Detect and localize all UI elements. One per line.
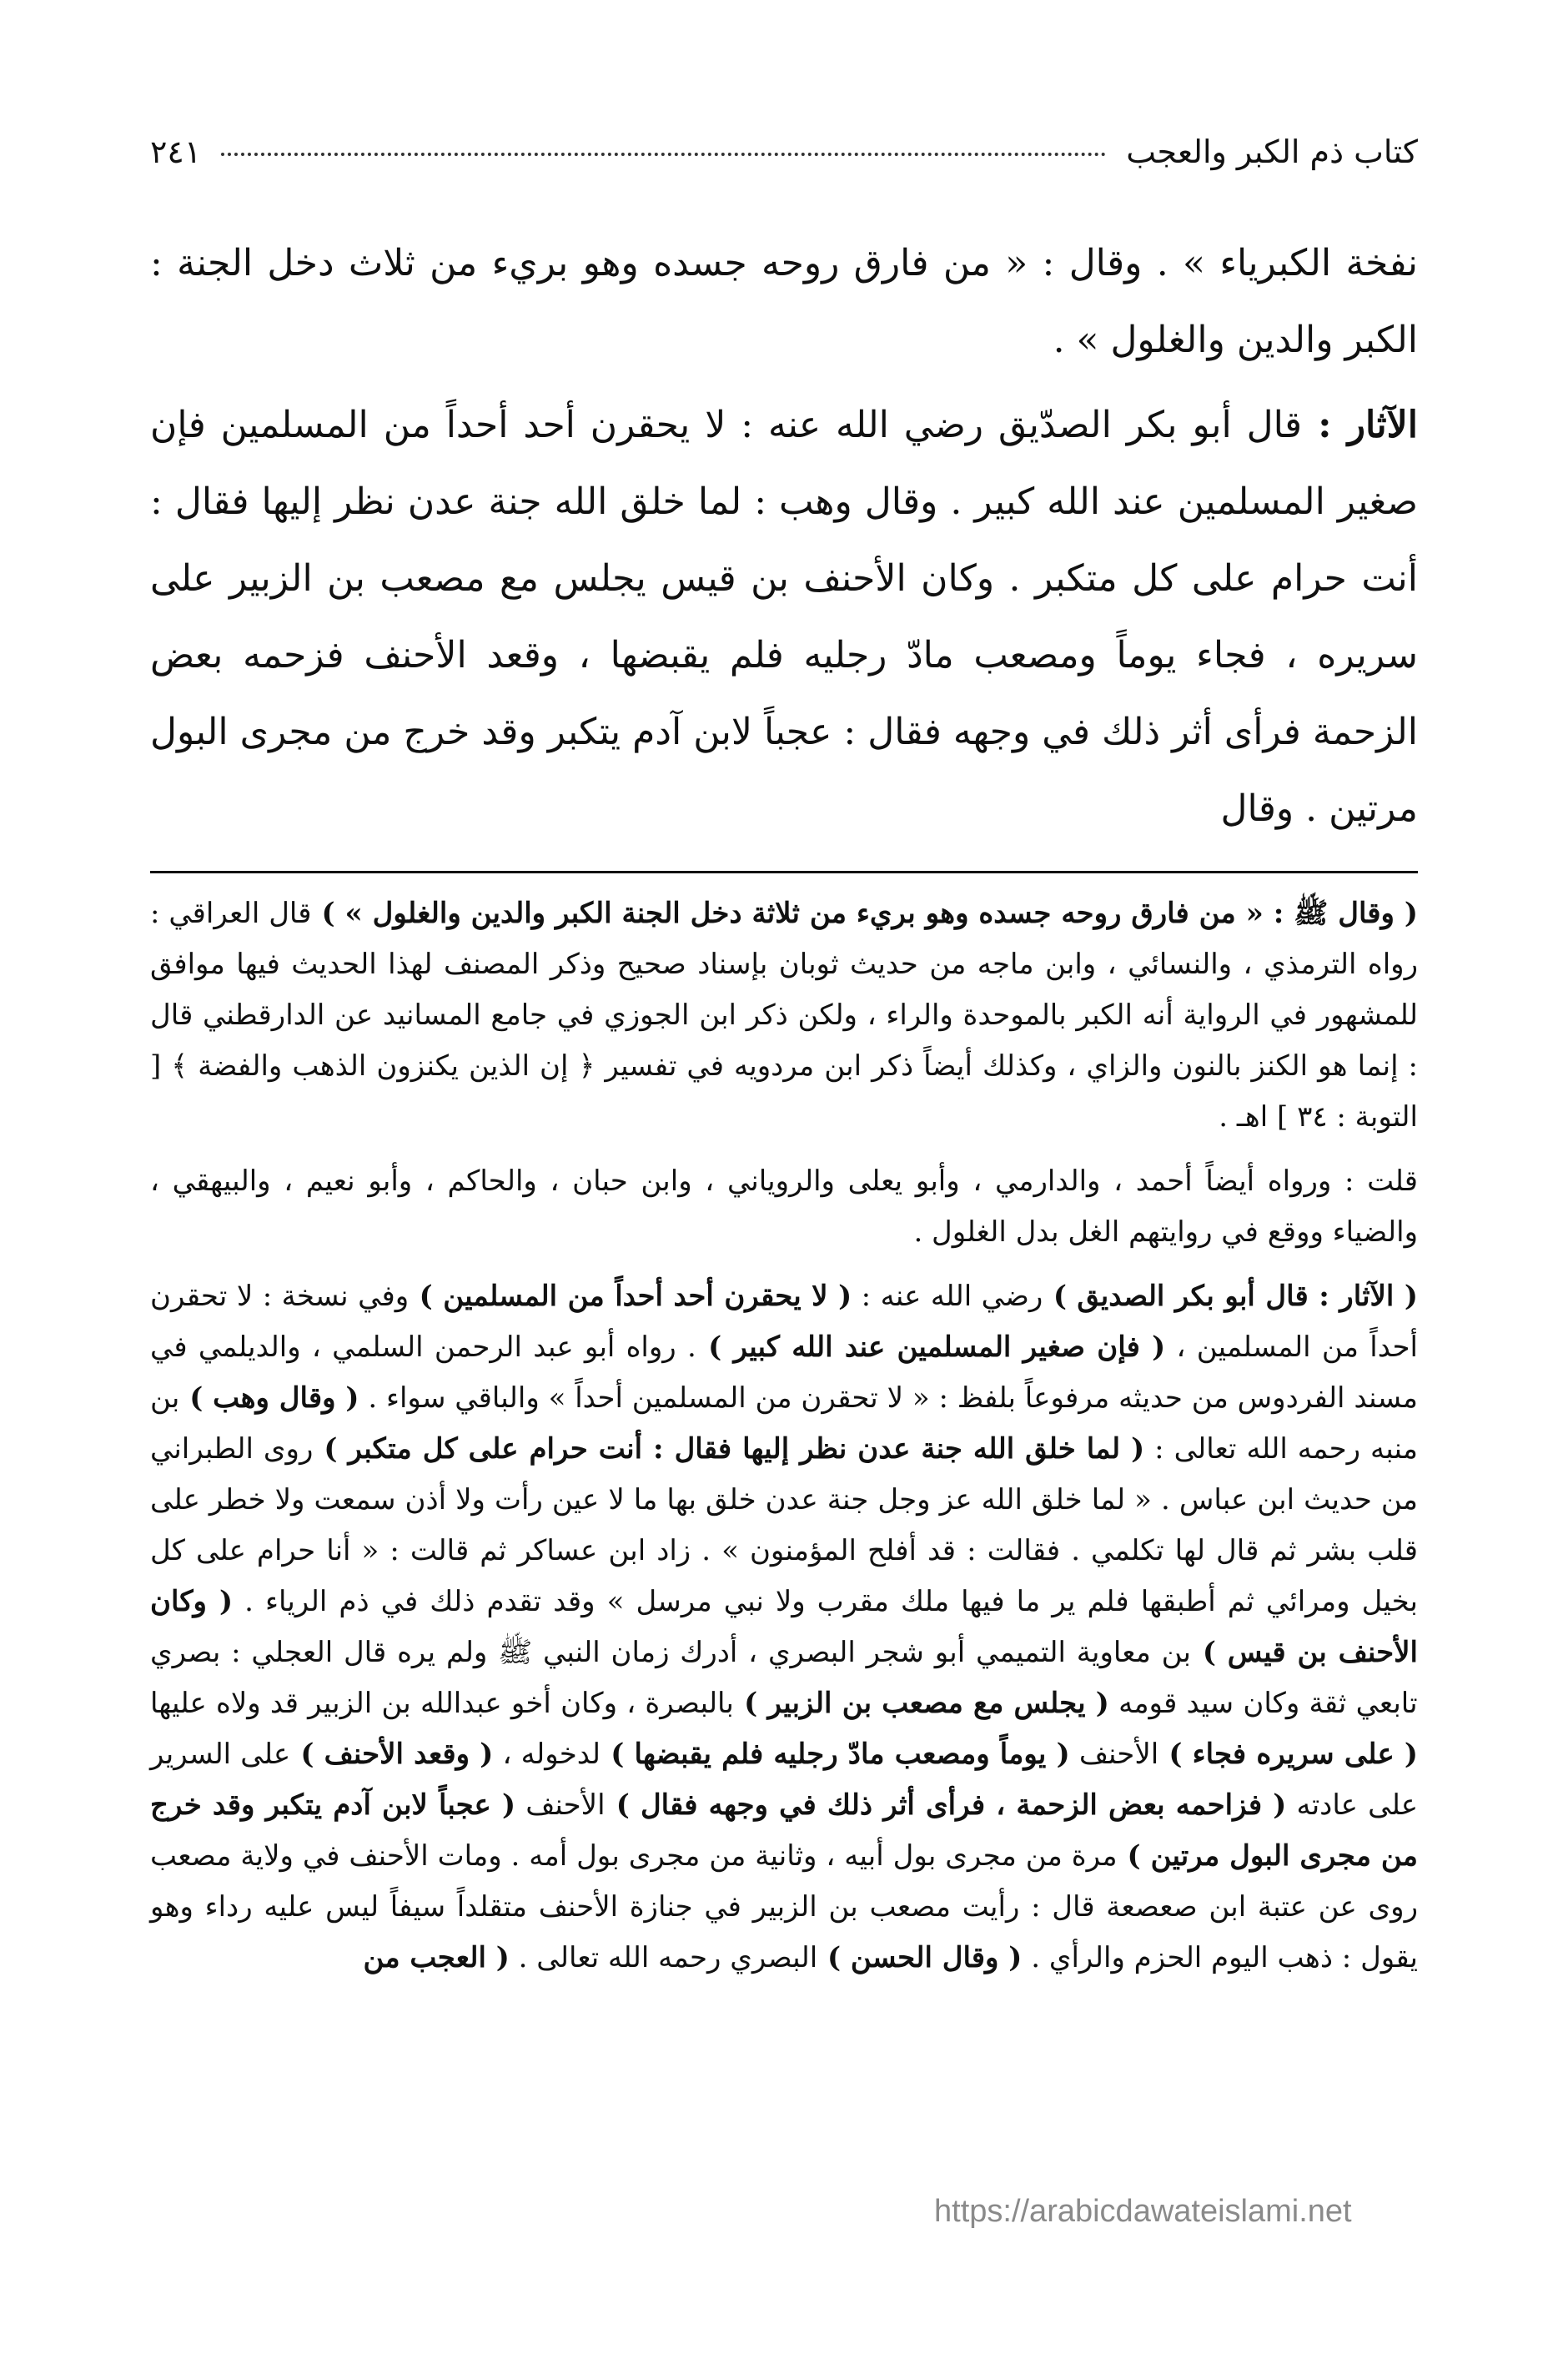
athar-paragraph	[150, 387, 1418, 848]
commentary-text: بن معاوية التميمي أبو شجر البصري ، أدرك زمان النبي ﷺ ولم يره قال العجلي : بصري تابعي ثقة وكان سيد قومه	[150, 1636, 1418, 1720]
quoted-matn: ( لما خلق الله جنة عدن نظر إليها فقال : أنت حرام على كل متكبر )	[313, 1432, 1145, 1466]
commentary-section	[150, 888, 1418, 1984]
quoted-matn: ( لا يحقرن أحد أحداً من المسلمين )	[409, 1280, 852, 1313]
commentary-text: الأحنف	[515, 1788, 606, 1822]
quoted-matn: ( فزاحمه بعض الزحمة ، فرأى أثر ذلك في وجهه فقال )	[605, 1788, 1287, 1822]
main-paragraph-text: نفخة الكبرياء » . وقال : « من فارق روحه جسده وهو بريء من ثلاث دخل الجنة : الكبر والدين والغلول » .	[150, 242, 1418, 361]
leader-dots	[221, 153, 1106, 156]
commentary-paragraph	[150, 1271, 1418, 1984]
commentary-text: قلت : ورواه أيضاً أحمد ، والدارمي ، وأبو يعلى والروياني ، وابن حبان ، والحاكم ، وأبو نعيم ، والبيهقي ، والضياء ووقع في روايتهم الغل بدل الغلول .	[150, 1164, 1418, 1249]
quoted-matn: ( يجلس مع مصعب بن الزبير )	[733, 1687, 1109, 1720]
watermark-url: https://arabicdawateislami.net	[934, 2194, 1352, 2229]
athar-text: قال أبو بكر الصدّيق رضي الله عنه : لا يحقرن أحد أحداً من المسلمين فإن صغير المسلمين عند الله كبير . وقال وهب : لما خلق الله جنة عدن نظر إليها فقال : أنت حرام على كل متكبر . وكان الأحنف بن قيس يجلس مع مصعب بن الزبير على سريره ، فجاء يوماً ومصعب مادّ رجليه فلم يقبضها ، وقعد الأحنف فزحمه بعض الزحمة فرأى أثر ذلك في وجهه فقال : عجباً لابن آدم يتكبر وقد خرج من مجرى البول مرتين . وقال	[150, 404, 1418, 830]
quoted-matn: ( وقال الحسن )	[817, 1941, 1023, 1974]
commentary-text: روى الطبراني من حديث ابن عباس . « لما خلق الله عز وجل جنة عدن خلق بها ما لا عين رأت ولا أذن سمعت ولا خطر على قلب بشر ثم قال لها تكلمي . فقالت : قد أفلح المؤمنون » . زاد ابن عساكر ثم قالت : « أنا حرام على كل بخيل ومرائي ثم أطبقها فلم ير ما فيها ملك مقرب ولا نبي مرسل » وقد تقدم ذلك في ذم الرياء .	[150, 1432, 1418, 1618]
page-number: ٢٤١	[150, 133, 202, 170]
commentary-text: على السرير على عادته	[150, 1738, 1418, 1822]
commentary-text: وفي نسخة : لا تحقرن أحداً من المسلمين ،	[150, 1280, 1419, 1364]
running-header	[150, 133, 1418, 192]
commentary-text: البصري رحمه الله تعالى .	[509, 1941, 818, 1974]
quoted-matn: ( وقال ﷺ : « من فارق روحه جسده وهو بريء من ثلاثة دخل الجنة الكبر والدين والغلول » )	[311, 897, 1418, 930]
quoted-matn: ( الآثار : قال أبو بكر الصديق )	[1043, 1280, 1418, 1313]
commentary-text: مرة من مجرى بول أبيه ، وثانية من مجرى بول أمه . ومات الأحنف في ولاية مصعب روى عن عتبة ابن صعصعة قال : رأيت مصعب بن الزبير في جنازة الأحنف متقلداً سيفاً ليس عليه رداء وهو يقول : ذهب اليوم الحزم والرأي .	[150, 1839, 1418, 1974]
commentary-text: بن منبه رحمه الله تعالى :	[150, 1381, 1418, 1466]
commentary-text: لدخوله ،	[493, 1738, 601, 1771]
quoted-matn: ( عجباً لابن آدم يتكبر وقد خرج من مجرى البول مرتين )	[150, 1788, 1418, 1873]
commentary-text: قال العراقي : رواه الترمذي ، والنسائي ، وابن ماجه من حديث ثوبان بإسناد صحيح وذكر المصنف لهذا الحديث فيها موافق للمشهور في الرواية أنه الكبر بالموحدة والراء ، ولكن ذكر ابن الجوزي في جامع المسانيد عن الدارقطني قال : إنما هو الكنز بالنون والزاي ، وكذلك أيضاً ذكر ابن مردويه في تفسير ﴿ إن الذين يكنزون الذهب والفضة ﴾ [ التوبة : ٣٤ ] اهـ .	[150, 897, 1418, 1134]
commentary-paragraph	[150, 1156, 1418, 1258]
footnote-divider	[150, 871, 1418, 873]
quoted-matn: ( فإن صغير المسلمين عند الله كبير )	[696, 1330, 1166, 1364]
quoted-matn: ( وكان الأحنف بن قيس )	[150, 1585, 1418, 1669]
quoted-matn: ( وقال وهب )	[179, 1381, 359, 1415]
chapter-title: كتاب ذم الكبر والعجب	[1126, 133, 1418, 170]
quoted-matn: ( يوماً ومصعب مادّ رجليه فلم يقبضها )	[601, 1738, 1070, 1771]
quoted-matn: ( العجب من	[363, 1941, 510, 1974]
commentary-text: الأحنف	[1069, 1738, 1159, 1771]
quoted-matn: ( على سريره فجاء )	[1158, 1738, 1419, 1771]
commentary-text: . رواه أبو عبد الرحمن السلمي ، والديلمي في مسند الفردوس من حديثه مرفوعاً بلفظ : « لا تحقرن من المسلمين أحداً » والباقي سواء .	[150, 1330, 1418, 1415]
commentary-paragraph	[150, 888, 1418, 1143]
quoted-matn: ( وقعد الأحنف )	[290, 1738, 494, 1771]
commentary-text: بالبصرة ، وكان أخو عبدالله بن الزبير قد ولاه عليها	[150, 1687, 734, 1720]
book-page	[150, 133, 1418, 1997]
commentary-text: رضي الله عنه :	[852, 1280, 1043, 1313]
main-paragraph	[150, 225, 1418, 379]
main-text	[150, 225, 1418, 848]
athar-heading: الآثار :	[1302, 404, 1418, 446]
